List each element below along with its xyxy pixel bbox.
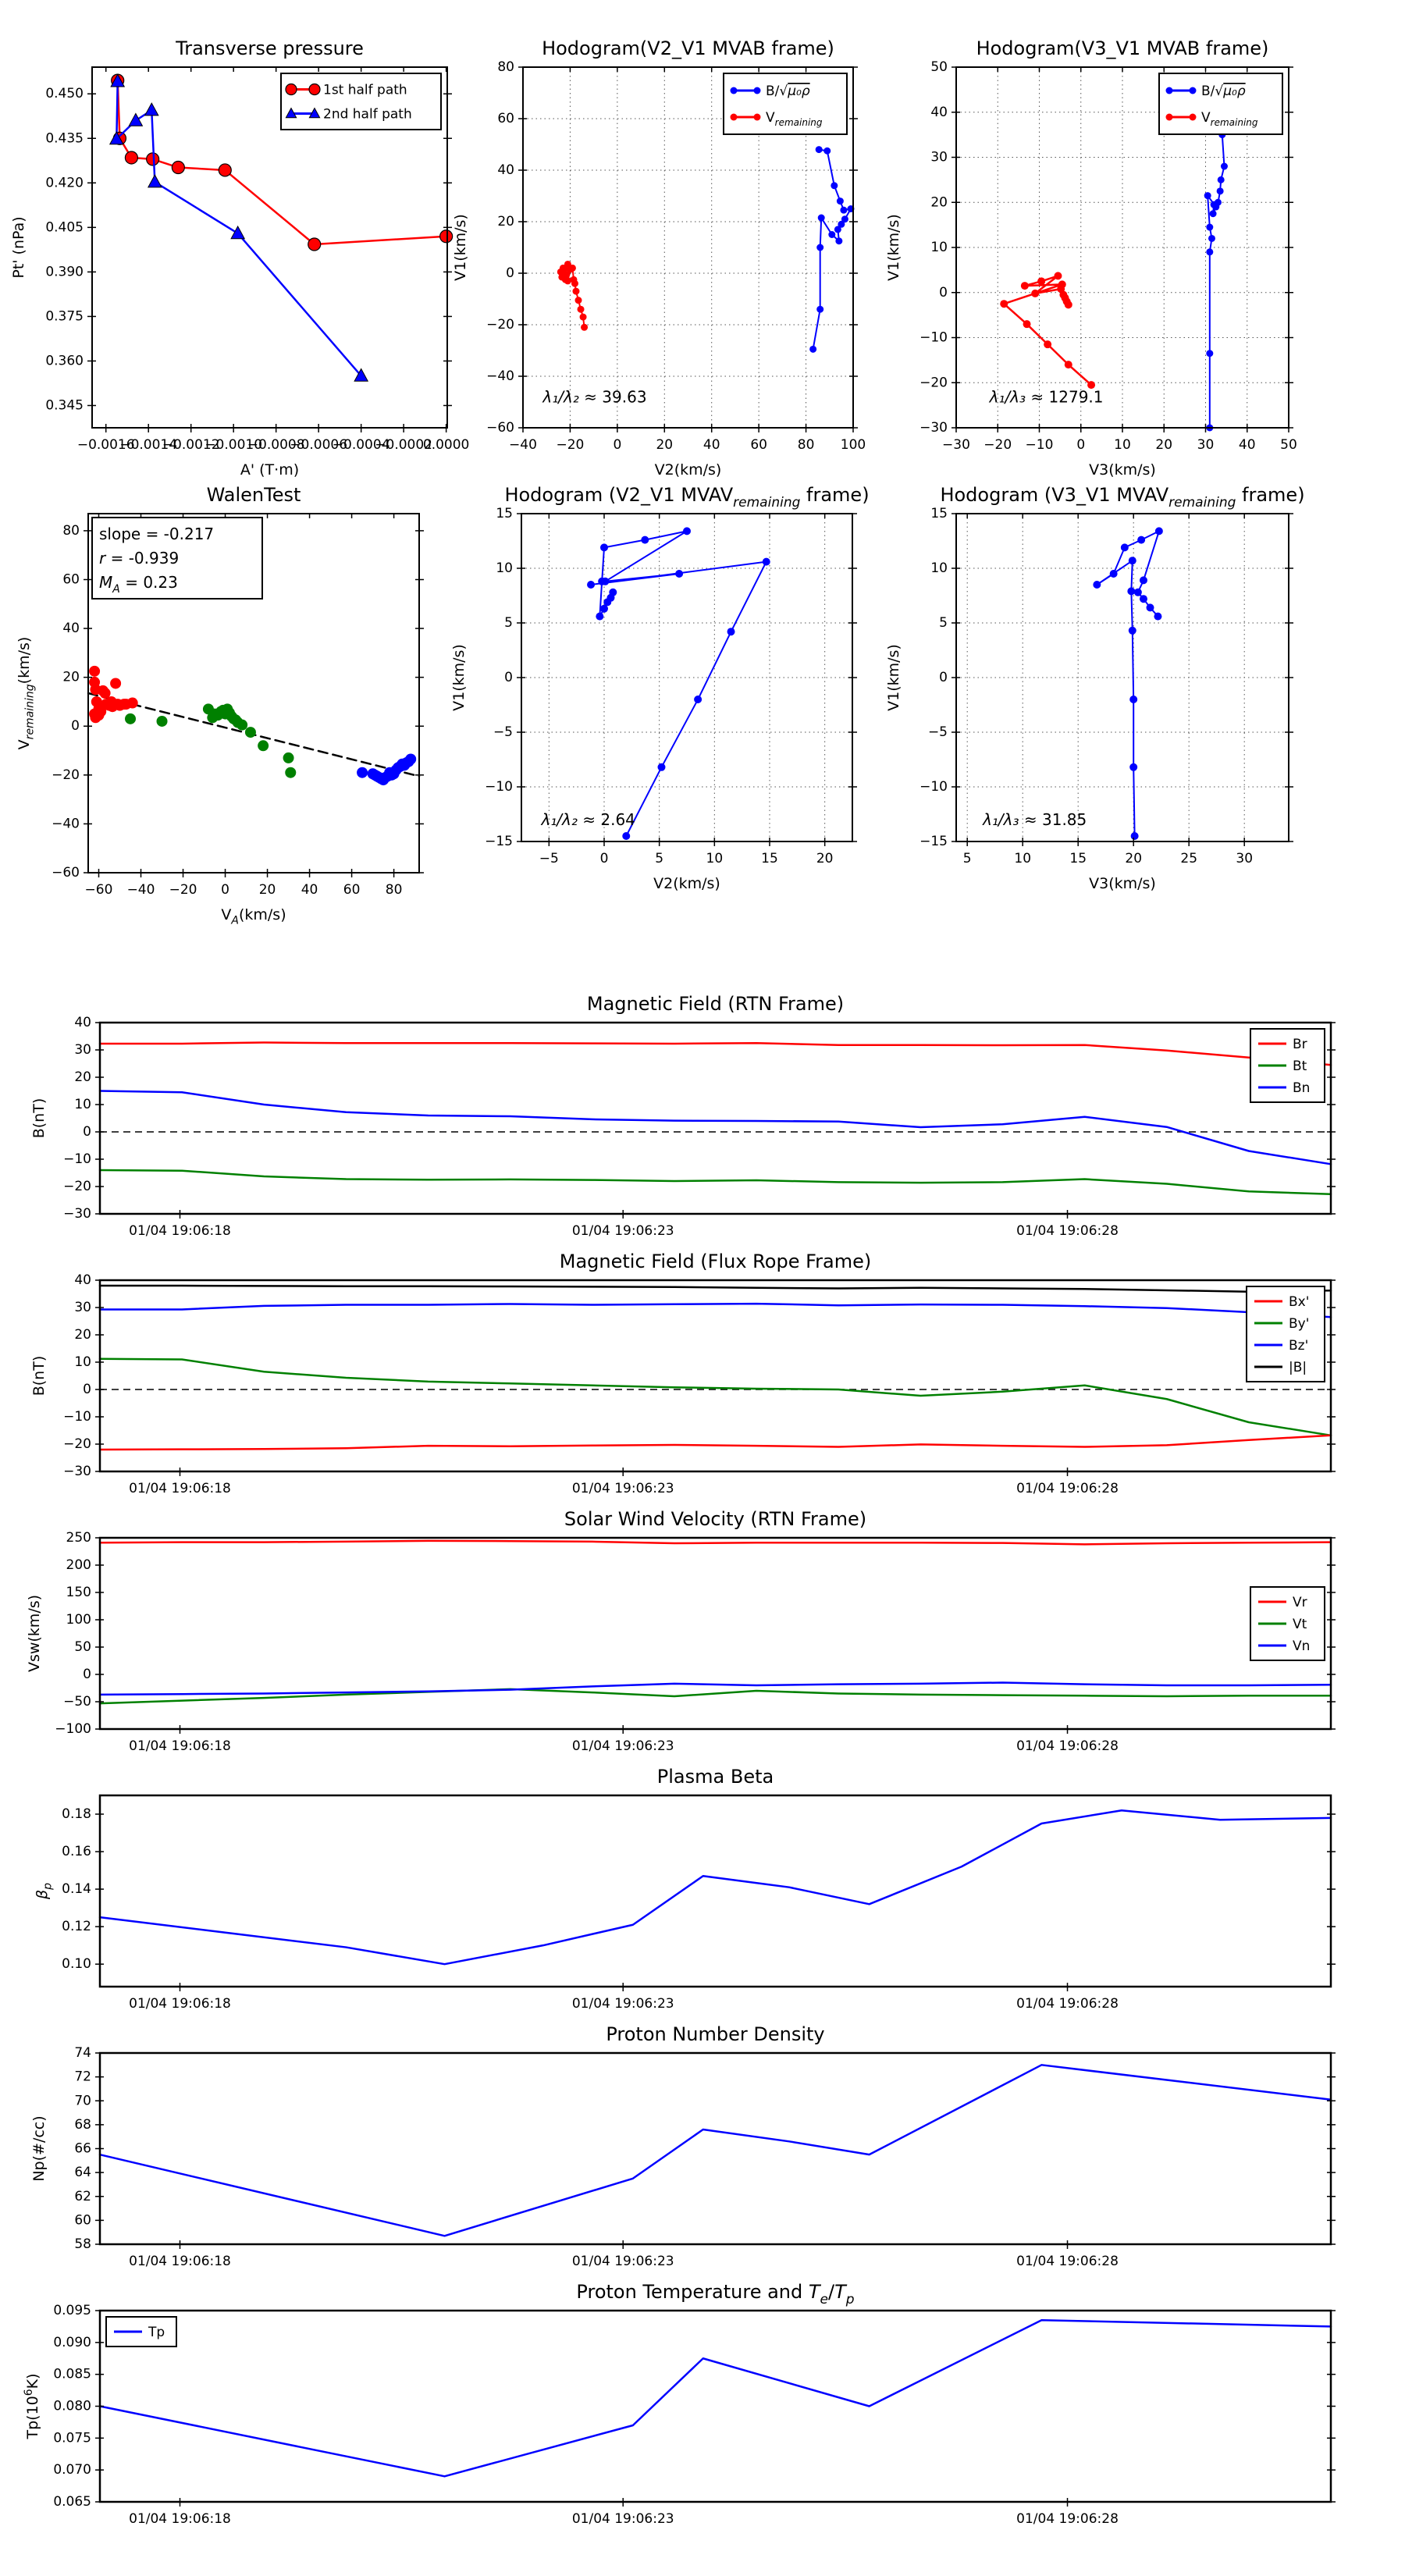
svg-text:−0.0016: −0.0016 — [76, 437, 135, 453]
svg-text:80: 80 — [797, 437, 815, 453]
grid — [956, 514, 1289, 841]
svg-text:10: 10 — [74, 1097, 91, 1112]
series-np — [100, 2065, 1331, 2236]
svg-text:−30: −30 — [63, 1464, 91, 1479]
svg-text:−10: −10 — [1025, 437, 1054, 453]
svg-text:80: 80 — [62, 522, 80, 539]
svg-text:0.405: 0.405 — [45, 219, 84, 236]
svg-text:−40: −40 — [509, 437, 537, 453]
y-axis-label: V1(km/s) — [452, 214, 469, 281]
axes-frame — [100, 2311, 1331, 2502]
svg-text:−50: −50 — [63, 1694, 91, 1710]
svg-text:66: 66 — [74, 2140, 91, 2157]
legend — [1250, 1587, 1325, 1660]
axes-frame — [100, 2053, 1331, 2244]
series-bt — [100, 1170, 1331, 1194]
svg-text:0.18: 0.18 — [62, 1806, 91, 1823]
svg-text:80: 80 — [497, 59, 514, 75]
axes-frame — [100, 1538, 1331, 1729]
svg-text:60: 60 — [343, 882, 361, 898]
svg-text:72: 72 — [74, 2069, 91, 2085]
axes-frame — [521, 514, 852, 841]
svg-text:20: 20 — [1125, 851, 1143, 866]
svg-text:20: 20 — [74, 1069, 91, 1085]
chart-b-rtn — [30, 993, 1336, 1239]
lambda-ratio-annotation: λ₁/λ₃ ≈ 1279.1 — [989, 387, 1104, 407]
legend-label: Vr — [1293, 1595, 1307, 1610]
series--b- — [100, 1286, 1331, 1292]
y-axis-label: B(nT) — [30, 1355, 48, 1397]
series-bx- — [100, 1436, 1331, 1450]
svg-text:70: 70 — [74, 2093, 91, 2109]
legend-label: |B| — [1289, 1360, 1307, 1375]
svg-text:80: 80 — [385, 882, 403, 898]
svg-text:0.080: 0.080 — [53, 2398, 91, 2414]
y-axis-label: Vsw(km/s) — [26, 1594, 43, 1673]
legend-label: $V_{remaining}$ — [1201, 110, 1258, 129]
svg-text:100: 100 — [840, 437, 866, 453]
svg-text:01/04 19:06:28: 01/04 19:06:28 — [1016, 2254, 1119, 2269]
svg-text:0.360: 0.360 — [45, 353, 84, 369]
y-axis-label: Pt' (nPa) — [10, 216, 27, 279]
legend-label: Br — [1293, 1037, 1307, 1052]
svg-text:20: 20 — [930, 194, 948, 211]
svg-text:15: 15 — [496, 506, 513, 521]
svg-text:−0.0006: −0.0006 — [290, 437, 348, 453]
svg-text:−60: −60 — [486, 420, 514, 436]
svg-text:01/04 19:06:28: 01/04 19:06:28 — [1016, 2511, 1119, 2527]
legend-label: By' — [1289, 1316, 1310, 1332]
svg-text:−60: −60 — [84, 882, 113, 898]
svg-text:40: 40 — [930, 104, 948, 120]
series-mid-interval — [125, 703, 296, 777]
svg-text:15: 15 — [761, 851, 778, 866]
svg-text:01/04 19:06:18: 01/04 19:06:18 — [129, 2254, 231, 2269]
svg-text:30: 30 — [1236, 851, 1254, 866]
svg-text:10: 10 — [74, 1354, 91, 1370]
svg-text:Solar Wind Velocity (RTN Frame: Solar Wind Velocity (RTN Frame) — [564, 1508, 867, 1530]
svg-text:0.390: 0.390 — [45, 264, 84, 280]
y-axis-label: V1(km/s) — [885, 214, 902, 281]
svg-text:0.435: 0.435 — [45, 130, 84, 147]
svg-text:V2(km/s): V2(km/s) — [654, 461, 722, 479]
svg-text:Hodogram (V2_V1 MVAVremaining: Hodogram (V2_V1 $MVAV_{remaining}$ frame) — [504, 484, 870, 511]
svg-text:−15: −15 — [919, 834, 948, 849]
svg-text:40: 40 — [62, 621, 80, 637]
series-bn — [100, 1091, 1331, 1165]
svg-text:01/04 19:06:18: 01/04 19:06:18 — [129, 1738, 231, 1754]
svg-text:60: 60 — [497, 111, 514, 126]
axes-frame — [956, 514, 1289, 841]
svg-text:200: 200 — [66, 1557, 91, 1573]
svg-text:−0.0014: −0.0014 — [119, 437, 178, 453]
svg-text:Hodogram(V3_V1 MVAB frame): Hodogram(V3_V1 MVAB frame) — [976, 37, 1269, 59]
svg-text:−5: −5 — [493, 724, 513, 740]
y-axis-label: $V_{remaining}(km/s)$ — [16, 636, 37, 750]
svg-text:−20: −20 — [63, 1179, 91, 1194]
legend — [1247, 1286, 1325, 1382]
legend-label: Vn — [1293, 1638, 1311, 1654]
svg-text:−0.0004: −0.0004 — [332, 437, 390, 453]
svg-text:20: 20 — [74, 1327, 91, 1343]
svg-text:−20: −20 — [52, 767, 80, 783]
svg-text:V3(km/s): V3(km/s) — [1089, 875, 1156, 892]
svg-text:0.0000: 0.0000 — [422, 437, 470, 453]
legend-label: Bt — [1293, 1059, 1307, 1074]
svg-text:Proton Number Density: Proton Number Density — [606, 2023, 825, 2045]
svg-text:20: 20 — [1155, 437, 1173, 453]
svg-text:01/04 19:06:18: 01/04 19:06:18 — [129, 1996, 231, 2012]
svg-text:01/04 19:06:23: 01/04 19:06:23 — [571, 1481, 674, 1496]
ticks — [919, 506, 1293, 866]
ticks — [74, 2045, 1336, 2269]
svg-text:0: 0 — [599, 851, 609, 866]
svg-text:0: 0 — [506, 265, 514, 281]
svg-text:0.375: 0.375 — [45, 308, 84, 325]
svg-text:0: 0 — [83, 1382, 91, 1397]
svg-text:5: 5 — [962, 851, 972, 866]
series-v-remaining — [1000, 272, 1095, 389]
series-b-sqrt-mu0-rho- — [809, 146, 854, 353]
svg-text:60: 60 — [750, 437, 767, 453]
svg-text:0.14: 0.14 — [62, 1881, 91, 1898]
svg-text:−15: −15 — [485, 834, 513, 849]
svg-text:10: 10 — [1014, 851, 1032, 866]
y-axis-label: $\beta_p$ — [34, 1882, 55, 1900]
chart-proton-temperature — [23, 2281, 1336, 2527]
series-vr — [100, 1541, 1331, 1545]
svg-text:15: 15 — [930, 506, 948, 521]
legend — [724, 73, 847, 134]
svg-text:0.065: 0.065 — [53, 2494, 91, 2510]
svg-text:01/04 19:06:23: 01/04 19:06:23 — [571, 2511, 674, 2527]
series-v2-v1-path — [587, 527, 770, 840]
svg-text:60: 60 — [62, 571, 80, 588]
legend-label: B/√μ₀ρ — [1201, 84, 1246, 99]
svg-text:0: 0 — [939, 284, 948, 301]
svg-text:0: 0 — [83, 1124, 91, 1140]
svg-text:MA = 0.23: $M_A = 0.23$ — [99, 573, 178, 596]
svg-text:WalenTest: WalenTest — [206, 484, 301, 506]
axes-frame — [100, 1023, 1331, 1214]
svg-text:0.085: 0.085 — [53, 2366, 91, 2382]
svg-text:−20: −20 — [556, 437, 585, 453]
svg-text:0.16: 0.16 — [62, 1844, 91, 1860]
svg-text:−20: −20 — [63, 1436, 91, 1452]
svg-text:−10: −10 — [63, 1151, 91, 1167]
svg-text:0: 0 — [221, 882, 229, 898]
y-axis-label: B(nT) — [30, 1098, 48, 1139]
y-axis-label: V1(km/s) — [450, 644, 468, 711]
svg-text:−20: −20 — [169, 882, 197, 898]
legend-label: Vt — [1293, 1617, 1307, 1632]
svg-text:01/04 19:06:18: 01/04 19:06:18 — [129, 2511, 231, 2527]
svg-text:Hodogram (V3_V1 MVAVremaining: Hodogram (V3_V1 $MVAV_{remaining}$ frame) — [940, 484, 1305, 511]
svg-text:Transverse pressure: Transverse pressure — [176, 37, 364, 59]
legend-label: Bn — [1293, 1080, 1311, 1096]
svg-text:−0.0010: −0.0010 — [205, 437, 263, 453]
svg-text:01/04 19:06:23: 01/04 19:06:23 — [571, 2254, 674, 2269]
svg-text:Proton Temperature and Te/Tp: Proton Temperature and $T_e/T_p$ — [576, 2281, 855, 2308]
svg-text:−40: −40 — [486, 368, 514, 384]
svg-text:01/04 19:06:18: 01/04 19:06:18 — [129, 1223, 231, 1239]
svg-text:VA(km/s): $V_A(km/s)$ — [221, 906, 286, 927]
svg-text:−60: −60 — [52, 865, 80, 881]
svg-text:−40: −40 — [126, 882, 155, 898]
svg-text:30: 30 — [930, 149, 948, 165]
svg-text:−0.0012: −0.0012 — [162, 437, 220, 453]
svg-text:0: 0 — [939, 670, 948, 685]
chart-walen-test — [16, 484, 424, 927]
svg-text:−5: −5 — [927, 724, 948, 740]
svg-text:20: 20 — [816, 851, 834, 866]
legend — [1250, 1029, 1325, 1102]
svg-text:−0.0008: −0.0008 — [247, 437, 305, 453]
svg-text:40: 40 — [74, 1272, 91, 1288]
svg-text:−10: −10 — [919, 329, 948, 346]
svg-text:10: 10 — [930, 240, 948, 255]
svg-text:5: 5 — [655, 851, 664, 866]
ticks — [62, 1806, 1336, 2012]
svg-text:40: 40 — [1238, 437, 1256, 453]
svg-text:68: 68 — [74, 2116, 91, 2133]
svg-text:−10: −10 — [919, 779, 948, 795]
chart-hodogram-v3v1-mvav — [885, 484, 1305, 892]
series-by- — [100, 1359, 1331, 1436]
svg-text:01/04 19:06:28: 01/04 19:06:28 — [1016, 1223, 1119, 1239]
svg-text:30: 30 — [74, 1300, 91, 1315]
svg-text:A' (T·m): A' (T·m) — [240, 461, 300, 479]
stats-box — [92, 518, 262, 599]
legend-label: Tp — [148, 2325, 165, 2340]
svg-text:40: 40 — [74, 1015, 91, 1030]
svg-text:Magnetic Field (Flux Rope Fram: Magnetic Field (Flux Rope Frame) — [559, 1251, 872, 1272]
legend — [1159, 73, 1282, 134]
chart-vsw-rtn — [26, 1508, 1336, 1754]
svg-text:−20: −20 — [919, 375, 948, 391]
svg-text:40: 40 — [497, 162, 514, 178]
svg-text:50: 50 — [74, 1639, 91, 1655]
svg-text:10: 10 — [930, 560, 948, 576]
svg-text:40: 40 — [702, 437, 720, 453]
svg-text:0.070: 0.070 — [53, 2462, 91, 2478]
series-beta-p — [100, 1810, 1331, 1964]
y-axis-label: V1(km/s) — [885, 644, 902, 711]
svg-text:01/04 19:06:23: 01/04 19:06:23 — [571, 1738, 674, 1754]
series-v3-v1-path — [1093, 527, 1163, 840]
series-tp — [100, 2320, 1331, 2476]
svg-text:01/04 19:06:28: 01/04 19:06:28 — [1016, 1738, 1119, 1754]
svg-text:150: 150 — [66, 1585, 91, 1600]
svg-text:20: 20 — [497, 214, 514, 229]
svg-text:50: 50 — [1280, 437, 1297, 453]
grid — [521, 514, 852, 841]
svg-text:0: 0 — [71, 718, 80, 735]
chart-transverse-pressure — [10, 37, 469, 479]
chart-hodogram-v2v1-mvav — [450, 484, 870, 892]
svg-text:slope = -0.217: slope = -0.217 — [99, 525, 215, 543]
svg-text:−100: −100 — [55, 1721, 91, 1737]
lambda-ratio-annotation: λ₁/λ₂ ≈ 2.64 — [541, 810, 635, 829]
svg-text:0.075: 0.075 — [53, 2430, 91, 2446]
svg-text:V2(km/s): V2(km/s) — [653, 875, 720, 892]
svg-text:0.420: 0.420 — [45, 175, 84, 191]
svg-text:40: 40 — [301, 882, 318, 898]
legend-label: 2nd half path — [323, 106, 412, 123]
svg-text:30: 30 — [74, 1042, 91, 1058]
series-v-remaining — [557, 261, 588, 331]
svg-text:V3(km/s): V3(km/s) — [1089, 461, 1156, 479]
series-vt — [100, 1689, 1331, 1703]
svg-text:20: 20 — [258, 882, 276, 898]
legend-label: Bx' — [1289, 1294, 1310, 1310]
svg-text:Hodogram(V2_V1 MVAB frame): Hodogram(V2_V1 MVAB frame) — [542, 37, 834, 59]
ticks — [55, 1530, 1336, 1754]
legend — [281, 73, 441, 130]
svg-text:64: 64 — [74, 2165, 91, 2181]
svg-text:−10: −10 — [485, 779, 513, 795]
lambda-ratio-annotation: λ₁/λ₂ ≈ 39.63 — [542, 387, 647, 407]
svg-text:58: 58 — [74, 2236, 91, 2252]
axes-frame — [100, 1795, 1331, 1987]
chart-b-fluxrope — [30, 1251, 1336, 1496]
svg-text:5: 5 — [939, 615, 948, 631]
series-bz- — [100, 1304, 1331, 1317]
svg-text:20: 20 — [656, 437, 674, 453]
svg-text:0.345: 0.345 — [45, 397, 84, 414]
svg-text:0.12: 0.12 — [62, 1919, 91, 1935]
series-last-interval — [357, 753, 416, 785]
svg-text:0.090: 0.090 — [53, 2334, 91, 2350]
svg-text:−30: −30 — [919, 420, 948, 436]
svg-text:Plasma Beta: Plasma Beta — [656, 1766, 774, 1788]
y-axis-label: $Tp(10^6K)$ — [22, 2373, 41, 2439]
svg-text:01/04 19:06:28: 01/04 19:06:28 — [1016, 1481, 1119, 1496]
svg-text:10: 10 — [1114, 437, 1131, 453]
lambda-ratio-annotation: λ₁/λ₃ ≈ 31.85 — [983, 810, 1087, 829]
svg-text:0.10: 0.10 — [62, 1956, 91, 1973]
svg-text:10: 10 — [706, 851, 724, 866]
chart-proton-density — [30, 2023, 1336, 2269]
svg-text:25: 25 — [1180, 851, 1198, 866]
svg-text:60: 60 — [74, 2212, 91, 2229]
axes-frame — [100, 1280, 1331, 1471]
svg-text:250: 250 — [66, 1530, 91, 1546]
svg-text:−20: −20 — [486, 317, 514, 333]
svg-text:50: 50 — [930, 59, 948, 75]
svg-text:5: 5 — [504, 615, 513, 631]
ticks — [53, 2303, 1336, 2527]
svg-text:01/04 19:06:23: 01/04 19:06:23 — [571, 1223, 674, 1239]
svg-text:01/04 19:06:28: 01/04 19:06:28 — [1016, 1996, 1119, 2012]
legend-label: B/√μ₀ρ — [766, 84, 810, 99]
svg-text:100: 100 — [66, 1612, 91, 1628]
svg-text:0: 0 — [83, 1667, 91, 1682]
svg-text:−30: −30 — [942, 437, 970, 453]
svg-text:15: 15 — [1069, 851, 1087, 866]
svg-text:r = -0.939: r = -0.939 — [99, 549, 180, 568]
svg-text:0: 0 — [1076, 437, 1086, 453]
svg-text:20: 20 — [62, 669, 80, 685]
svg-text:0: 0 — [504, 670, 513, 685]
svg-text:0: 0 — [613, 437, 622, 453]
svg-text:−10: −10 — [63, 1409, 91, 1425]
svg-text:10: 10 — [496, 560, 513, 576]
chart-plasma-beta — [34, 1766, 1336, 2012]
svg-text:−5: −5 — [539, 851, 559, 866]
svg-text:74: 74 — [74, 2045, 91, 2061]
chart-hodogram-v3v1-mvab — [885, 37, 1297, 479]
svg-text:Magnetic Field (RTN Frame): Magnetic Field (RTN Frame) — [586, 993, 845, 1015]
svg-text:0.450: 0.450 — [45, 86, 84, 102]
legend-label: Bz' — [1289, 1338, 1309, 1354]
svg-text:−0.0002: −0.0002 — [375, 437, 433, 453]
legend-label: $V_{remaining}$ — [766, 110, 823, 129]
legend-label: 1st half path — [323, 82, 407, 98]
legend — [106, 2317, 176, 2347]
y-axis-label: Np(#/cc) — [30, 2115, 48, 2182]
svg-text:30: 30 — [1197, 437, 1215, 453]
chart-hodogram-v2v1-mvab — [452, 37, 866, 479]
series-br — [100, 1043, 1331, 1066]
svg-text:0.095: 0.095 — [53, 2303, 91, 2318]
svg-text:−20: −20 — [984, 437, 1012, 453]
svg-text:01/04 19:06:18: 01/04 19:06:18 — [129, 1481, 231, 1496]
svg-text:−40: −40 — [52, 816, 80, 832]
svg-text:−30: −30 — [63, 1206, 91, 1222]
svg-text:62: 62 — [74, 2188, 91, 2204]
svg-text:01/04 19:06:23: 01/04 19:06:23 — [571, 1996, 674, 2012]
